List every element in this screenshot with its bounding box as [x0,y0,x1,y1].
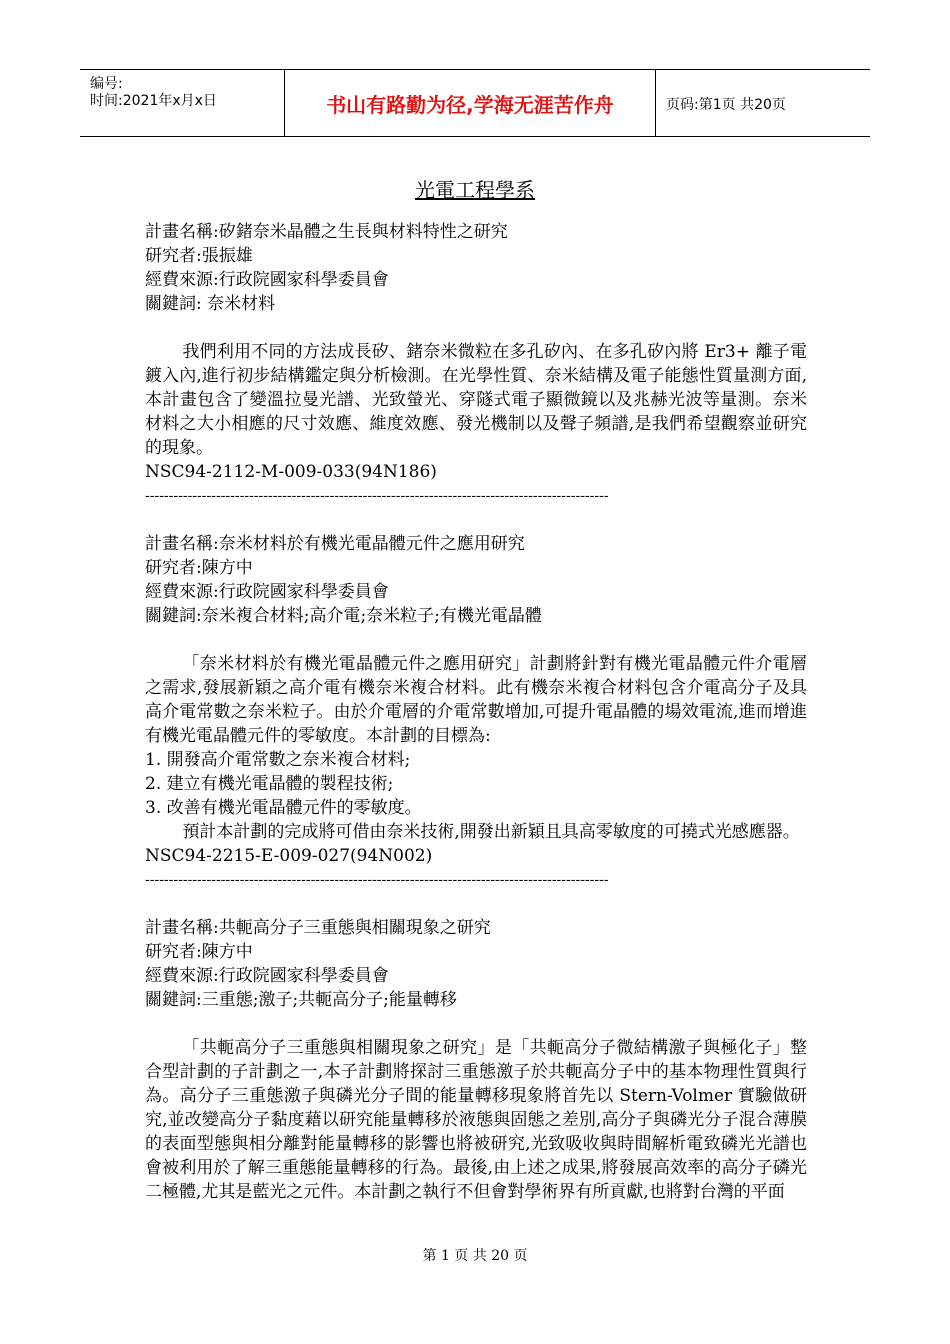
project-3-keywords: 關鍵詞:三重態;激子;共軛高分子;能量轉移 [145,990,457,1010]
motto-text: 书山有路勤为径,学海无涯苦作舟 [326,93,614,117]
separator-line: -------------------------------------------------------------------------------------------------- [145,488,609,504]
header-motto-cell [284,70,656,136]
project-3-researcher: 研究者:陳方中 [145,942,253,962]
project-2-item-1: 1. 開發高介電常數之奈米複合材料; [145,750,411,770]
project-1-researcher: 研究者:張振雄 [145,246,253,266]
project-3-funding: 經費來源:行政院國家科學委員會 [145,966,389,986]
project-1-abstract: 我們利用不同的方法成長矽、鍺奈米微粒在多孔矽內、在多孔矽內將 Er3+ 離子電鍍入內,進行初步結構鑑定與分析檢測。在光學性質、奈米結構及電子能態性質量測方面,本計畫包含了變溫拉曼光譜、光致螢光、穿隧式電子顯微鏡以及兆赫光波等量測。奈米材料之大小相應的尺寸效應、維度效應、發光機制以及聲子頻譜,是我們希望觀察並研究的現象。 [145,342,807,458]
project-1-code: NSC94-2112-M-009-033(94N186) [145,462,437,482]
project-1-keywords: 關鍵詞: 奈米材料 [145,294,276,314]
project-1-name: 計畫名稱:矽鍺奈米晶體之生長與材料特性之研究 [145,222,508,242]
time-label: 时间:2021年x月x日 [90,93,217,109]
project-3-name: 計畫名稱:共軛高分子三重態與相關現象之研究 [145,918,491,938]
header-box [80,69,870,137]
page-title: 光電工程學系 [415,178,535,202]
project-2-abstract-2: 預計本計劃的完成將可借由奈米技術,開發出新穎且具高零敏度的可撓式光感應器。 [182,822,800,842]
page-info: 页码:第1页 共20页 [666,97,786,113]
project-3-abstract: 「共軛高分子三重態與相關現象之研究」是「共軛高分子微結構激子與極化子」整合型計劃的子計劃之一,本子計劃將探討三重態激子於共軛高分子中的基本物理性質與行為。高分子三重態激子與磷光分子間的能量轉移現象將首先以 Stern-Volmer 實驗做研究,並改變高分子黏度藉以研究能量轉移於液態與固態之差別,高分子與磷光分子混合薄膜的表面型態與相分離對能量轉移的影響也將被研究,光致吸收與時間解析電致磷光光譜也會被利用於了解三重態能量轉移的行為。最後,由上述之成果,將發展高效率的高分子磷光二極體,尤其是藍光之元件。本計劃之執行不但會對學術界有所貢獻,也將對台灣的平面 [145,1038,807,1202]
project-2-researcher: 研究者:陳方中 [145,558,253,578]
number-label: 编号: [90,76,123,92]
project-2-abstract: 「奈米材料於有機光電晶體元件之應用研究」計劃將針對有機光電晶體元件介電層之需求,發展新穎之高介電有機奈米複合材料。此有機奈米複合材料包含介電高分子及具高介電常數之奈米粒子。由於介電層的介電常數增加,可提升電晶體的場效電流,進而增進有機光電晶體元件的零敏度。本計劃的目標為: [145,654,807,746]
project-2-keywords: 關鍵詞:奈米複合材料;高介電;奈米粒子;有機光電晶體 [145,606,542,626]
project-2-code: NSC94-2215-E-009-027(94N002) [145,846,433,866]
document-body [145,220,807,1204]
header-page-cell [656,70,870,136]
project-1-funding: 經費來源:行政院國家科學委員會 [145,270,389,290]
page-footer: 第 1 页 共 20 页 [422,1248,528,1264]
project-2-funding: 經費來源:行政院國家科學委員會 [145,582,389,602]
project-2-item-2: 2. 建立有機光電晶體的製程技術; [145,774,394,794]
separator-line: -------------------------------------------------------------------------------------------------- [145,872,609,888]
project-2-name: 計畫名稱:奈米材料於有機光電晶體元件之應用研究 [145,534,525,554]
header-meta-cell [80,70,283,136]
project-2-item-3: 3. 改善有機光電晶體元件的零敏度。 [145,798,422,818]
